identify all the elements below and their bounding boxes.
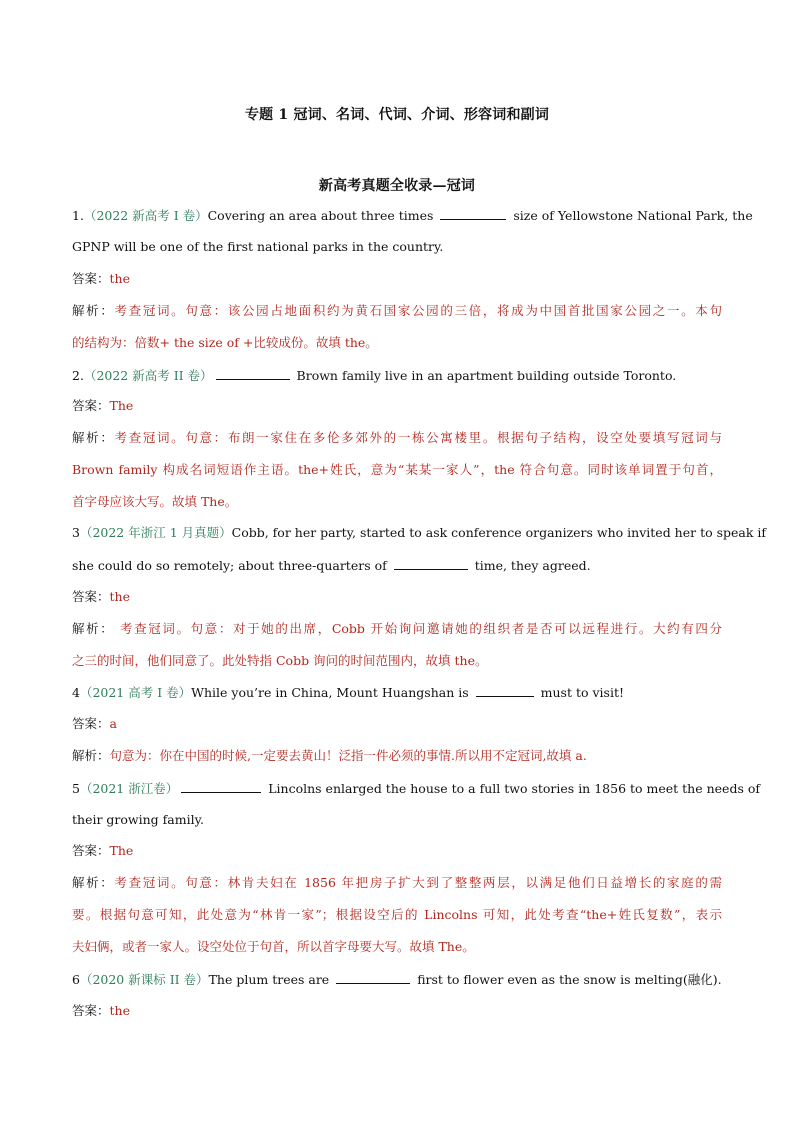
analysis-line bbox=[72, 430, 722, 446]
question-5-line-2: their growing family. bbox=[72, 812, 204, 827]
answer-label: 答案： bbox=[72, 1003, 110, 1018]
answer-blank bbox=[216, 367, 290, 380]
question-source: （2022 新高考 I 卷） bbox=[83, 208, 208, 223]
question-number: 1. bbox=[72, 208, 84, 223]
analysis-line: Brown family 构成名词短语作主语。the+姓氏，意为“某某一家人”，the 符合句意。同时该单词置于句首， bbox=[72, 462, 722, 477]
question-source: （2021 浙江卷） bbox=[79, 781, 179, 796]
analysis-label: 解析： bbox=[72, 748, 110, 763]
document-title: 专题 1 冠词、名词、代词、介词、形容词和副词 bbox=[244, 107, 550, 123]
section-title: 新高考真题全收录—冠词 bbox=[318, 178, 476, 194]
analysis-text: 考查冠词。句意：布朗一家住在多伦多郊外的一栋公寓楼里。根据句子结构，设空处要填写冠词与 bbox=[114, 430, 722, 445]
question-number: 3 bbox=[72, 525, 80, 540]
analysis-line bbox=[72, 303, 722, 319]
analysis-label: 解析： bbox=[72, 875, 115, 890]
answer-label: 答案： bbox=[72, 398, 110, 413]
question-number: 4 bbox=[72, 685, 80, 700]
answer-value: the bbox=[109, 271, 130, 286]
answer-label: 答案： bbox=[72, 843, 110, 858]
answer-value: The bbox=[109, 843, 134, 858]
analysis-line: 夫妇俩，或者一家人。设空处位于句首，所以首字母要大写。故填 The。 bbox=[72, 939, 475, 954]
answer-line bbox=[72, 716, 722, 732]
question-3-line-1 bbox=[72, 525, 767, 541]
answer-blank bbox=[440, 207, 506, 220]
question-2-line-1 bbox=[72, 367, 722, 384]
question-source: （2022 年浙江 1 月真题） bbox=[79, 525, 232, 540]
question-stem: Cobb, for her party, started to ask conference organizers who invited her to speak if bbox=[231, 525, 767, 540]
question-stem: Brown family live in an apartment building outside Toronto. bbox=[296, 368, 677, 383]
question-5-line-1 bbox=[72, 780, 760, 797]
question-number: 6 bbox=[72, 972, 80, 987]
question-number: 5 bbox=[72, 781, 80, 796]
question-stem: size of Yellowstone National Park, the bbox=[513, 208, 753, 223]
analysis-label: 解析： bbox=[72, 621, 115, 636]
answer-line bbox=[72, 1003, 722, 1019]
analysis-text: 考查冠词。句意：该公园占地面积约为黄石国家公园的三倍，将成为中国首批国家公园之一。本句 bbox=[114, 303, 722, 318]
analysis-line bbox=[72, 875, 722, 891]
answer-blank bbox=[476, 684, 534, 697]
question-stem: Lincolns enlarged the house to a full two stories in 1856 to meet the needs of bbox=[268, 781, 760, 796]
analysis-text: 考查冠词。句意：对于她的出席，Cobb 开始询问邀请她的组织者是否可以远程进行。大约有四分 bbox=[114, 621, 722, 636]
question-1-line-2: GPNP will be one of the first national parks in the country. bbox=[72, 239, 444, 254]
question-source: （2020 新课标 II 卷） bbox=[79, 972, 209, 987]
answer-label: 答案： bbox=[72, 271, 110, 286]
question-stem: first to flower even as the snow is melting(融化). bbox=[417, 972, 722, 987]
answer-line bbox=[72, 398, 722, 414]
answer-line bbox=[72, 843, 722, 859]
question-stem: The plum trees are bbox=[208, 972, 330, 987]
answer-line bbox=[72, 271, 722, 287]
analysis-line: 要。根据句意可知，此处意为“林肯一家”；根据设空后的 Lincolns 可知，此处考查“the+姓氏复数”，表示 bbox=[72, 907, 722, 922]
analysis-line bbox=[72, 748, 722, 764]
analysis-text: 考查冠词。句意：林肯夫妇在 1856 年把房子扩大到了整整两层，以满足他们日益增长的家庭的需 bbox=[114, 875, 722, 890]
analysis-line bbox=[72, 621, 722, 637]
analysis-label: 解析： bbox=[72, 430, 115, 445]
analysis-line: 首字母应该大写。故填 The。 bbox=[72, 494, 238, 509]
question-stem: must to visit! bbox=[540, 685, 624, 700]
question-stem: time, they agreed. bbox=[474, 558, 591, 573]
question-1-line-1 bbox=[72, 207, 753, 224]
question-4-line-1 bbox=[72, 684, 722, 701]
question-3-line-2 bbox=[72, 557, 722, 574]
analysis-label: 解析： bbox=[72, 303, 115, 318]
answer-value: the bbox=[109, 589, 130, 604]
answer-label: 答案： bbox=[72, 716, 110, 731]
analysis-line: 之三的时间，他们同意了。此处特指 Cobb 询问的时间范围内，故填 the。 bbox=[72, 653, 488, 668]
question-stem: she could do so remotely; about three-quarters of bbox=[72, 558, 387, 573]
answer-value: The bbox=[109, 398, 134, 413]
question-stem: Covering an area about three times bbox=[207, 208, 434, 223]
analysis-line: 的结构为：倍数+ the size of +比较成份。故填 the。 bbox=[72, 335, 378, 350]
analysis-text: 句意为：你在中国的时候,一定要去黄山！泛指一件必须的事情.所以用不定冠词,故填 a. bbox=[109, 748, 587, 763]
question-stem: While you’re in China, Mount Huangshan is bbox=[191, 685, 469, 700]
answer-blank bbox=[181, 780, 261, 793]
question-6-line-1 bbox=[72, 971, 722, 988]
answer-label: 答案： bbox=[72, 589, 110, 604]
answer-blank bbox=[336, 971, 410, 984]
answer-value: a bbox=[109, 716, 117, 731]
answer-line bbox=[72, 589, 722, 605]
answer-value: the bbox=[109, 1003, 130, 1018]
question-source: （2022 新高考 II 卷） bbox=[83, 368, 213, 383]
answer-blank bbox=[394, 557, 468, 570]
question-number: 2. bbox=[72, 368, 84, 383]
question-source: （2021 高考 I 卷） bbox=[79, 685, 192, 700]
